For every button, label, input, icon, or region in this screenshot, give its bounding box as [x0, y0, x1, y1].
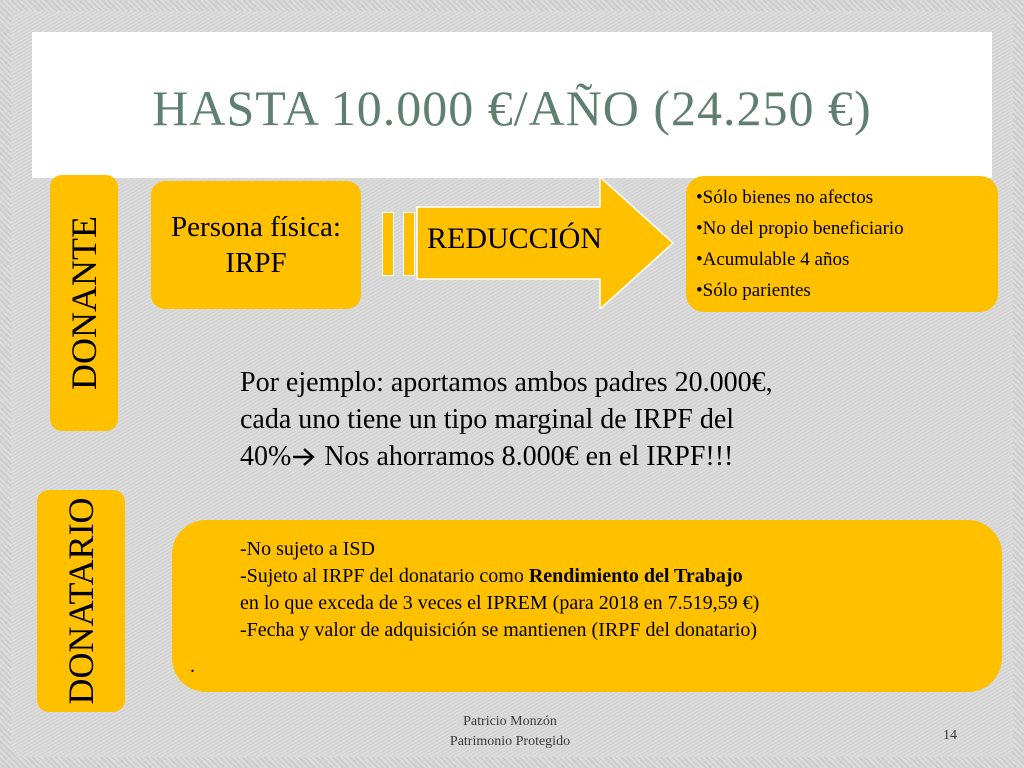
detail-line-2: -Sujeto al IRPF del donatario como Rendimiento del Trabajo	[240, 565, 743, 587]
detail-line-4: -Fecha y valor de adquisición se mantienen (IRPF del donatario)	[240, 619, 758, 641]
persona-line-2: IRPF	[225, 247, 287, 279]
detail-line-3: en lo que exceda de 3 veces el IPREM (para 2018 en 7.519,59 €)	[240, 592, 760, 614]
donatario-label-box	[37, 490, 125, 712]
donatario-details	[240, 536, 759, 644]
donatario-label: DONATARIO	[61, 497, 101, 705]
rendimiento-trabajo-text: Rendimiento del Trabajo	[528, 565, 743, 587]
persona-line-1: Persona física:	[171, 211, 341, 243]
list-item: •Sólo bienes no afectos	[696, 187, 874, 208]
list-item: •No del propio beneficiario	[696, 218, 904, 239]
equals-bar-1	[382, 212, 394, 276]
trailing-dot: .	[190, 655, 195, 677]
example-line-3	[240, 438, 920, 475]
reduccion-label: REDUCCIÓN	[427, 222, 603, 255]
footer-author: Patricio Monzón	[463, 714, 557, 729]
conditions-box	[686, 176, 998, 312]
donatario-details-box	[172, 520, 1002, 692]
conditions-list	[696, 182, 998, 306]
donante-box	[50, 175, 118, 431]
page-number: 14	[943, 728, 957, 743]
donante-label: DONANTE	[64, 216, 104, 390]
footer-org: Patrimonio Protegido	[449, 734, 571, 749]
list-item: •Sólo parientes	[696, 280, 811, 301]
example-line-1: Por ejemplo: aportamos ambos padres 20.000€,	[240, 367, 773, 398]
footer	[425, 712, 595, 752]
example-paragraph	[240, 364, 920, 475]
detail-line-1: -No sujeto a ISD	[240, 538, 375, 560]
example-line-3-pre: 40%	[240, 441, 292, 472]
example-line-2: cada uno tiene un tipo marginal de IRPF del	[240, 404, 735, 435]
right-arrow-icon	[291, 446, 317, 468]
list-item: •Acumulable 4 años	[696, 249, 850, 270]
example-line-3-post: Nos ahorramos 8.000€ en el IRPF!!!	[317, 441, 734, 472]
slide-title: HASTA 10.000 €/AÑO (24.250 €)	[152, 80, 872, 136]
persona-fisica-box	[151, 181, 361, 309]
